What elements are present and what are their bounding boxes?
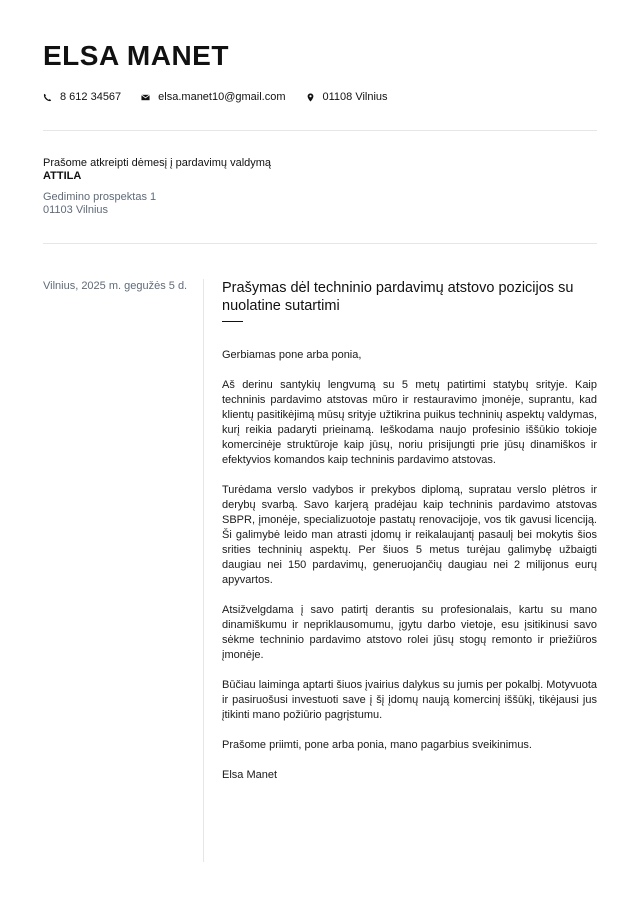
letter-signature: Elsa Manet (222, 769, 278, 781)
contact-bar (43, 91, 408, 103)
envelope-icon (141, 93, 150, 102)
applicant-name: ELSA MANET (43, 40, 229, 71)
phone-text: 8 612 34567 (60, 91, 122, 103)
letter-paragraph: Atsižvelgdama į savo patirtį derantis su profesionalais, kartu su mano dinamiškumu ir nepriklausomumu, įgytu darbo vietoje, esu įsitikinusi savo sėkme techninio pardavimo atstovo rolei jūsų stogų remonto ir priežiūros įmonėje. (222, 604, 597, 661)
letter-body (222, 279, 597, 798)
recipient-street: Gedimino prospektas 1 (43, 191, 157, 203)
address-text: 01108 Vilnius (322, 91, 388, 103)
letter-paragraph: Būčiau laiminga aptarti šiuos įvairius dalykus su jumis per pokalbį. Motyvuota ir pasiruošusi investuoti save į šį įdomų naują komercinį iššūkį, tikėjausi jus įtikinti mano požiūrio pagrįstumu. (222, 679, 597, 721)
letter-paragraph: Turėdama verslo vadybos ir prekybos diplomą, supratau verslo plėtros ir derybų svarbą. Savo karjerą pradėjau kaip techninis pardavimo atstovas SBPR, įmonėje, specializuotoje pastatų renovacijoje, vos tik gavusi licenciją. Ši galimybė leido man atrasti įdomų ir reikalaujantį pasaulį bei mokytis šios srities techninių aspektų. Per šiuos 5 metus turėjau galimybę užbaigti daugiau nei 150 pardavimų, generuojančių daugiau nei 2 milijonus eurų apyvartos. (222, 484, 597, 586)
letter-paragraph: Aš derinu santykių lengvumą su 5 metų patirtimi statybų srityje. Kaip techninis pardavimo atstovas mūro ir restauravimo įmonėje, suprantu, kad klientų pasitikėjimą mūsų srityje užtikrina puikus techninių aspektų valdymas, kurį reikia padaryti prieinamą. Ieškodama naujo profesinio iššūkio tokioje komercinėje struktūroje kaip jūsų, noriu prisijungti prie jūsų dinamiškos ir efektyvios komandos kaip techninis pardavimo atstovas. (222, 379, 597, 466)
recipient-divider (43, 243, 597, 244)
header-divider (43, 130, 597, 131)
letter-closing: Prašome priimti, pone arba ponia, mano pagarbius sveikinimus. (222, 739, 532, 751)
contact-address (306, 91, 388, 103)
contact-phone (43, 91, 121, 103)
recipient-city: 01103 Vilnius (43, 204, 109, 216)
column-divider (203, 279, 204, 862)
letter-subject: Prašymas dėl techninio pardavimų atstovo pozicijos su nuolatine sutartimi (222, 280, 574, 314)
location-pin-icon (306, 93, 315, 102)
recipient-company: ATTILA (43, 170, 82, 182)
recipient-block (43, 157, 271, 217)
contact-email (141, 91, 285, 103)
phone-icon (43, 93, 52, 102)
recipient-attention: Prašome atkreipti dėmesį į pardavimų valdymą (43, 157, 272, 169)
subject-underline (222, 321, 243, 322)
letter-date: Vilnius, 2025 m. gegužės 5 d. (43, 280, 188, 292)
letter-greeting: Gerbiamas pone arba ponia, (222, 349, 362, 361)
email-text: elsa.manet10@gmail.com (158, 91, 286, 103)
letter-text (222, 348, 597, 783)
recipient-address (43, 191, 271, 217)
